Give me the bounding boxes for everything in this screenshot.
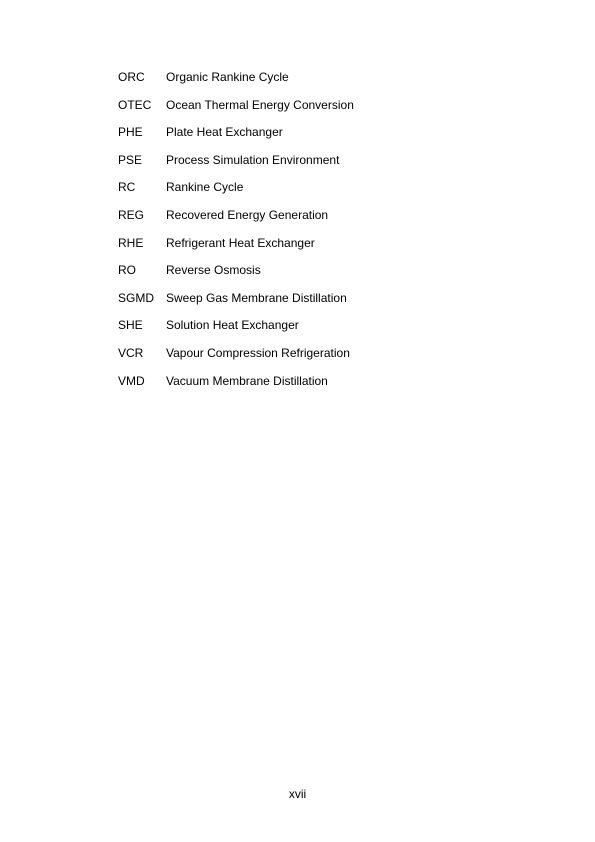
abbreviation-term: VMD	[118, 373, 145, 388]
abbreviation-row	[118, 373, 354, 401]
abbreviation-row	[118, 235, 354, 263]
abbreviation-term: RHE	[118, 235, 144, 250]
abbreviation-definition: Ocean Thermal Energy Conversion	[166, 97, 354, 112]
abbreviation-row	[118, 262, 354, 290]
abbreviation-term: RC	[118, 180, 136, 195]
abbreviation-term: OTEC	[118, 97, 152, 112]
abbreviation-term: SGMD	[118, 290, 154, 305]
abbreviation-term: PHE	[118, 125, 143, 140]
abbreviation-definition: Rankine Cycle	[166, 180, 244, 195]
abbreviation-row	[118, 152, 354, 180]
abbreviation-row	[118, 207, 354, 235]
abbreviation-row	[118, 97, 354, 125]
abbreviation-definition: Solution Heat Exchanger	[166, 318, 299, 333]
abbreviation-term: ORC	[118, 70, 145, 84]
abbreviation-term: REG	[118, 207, 145, 222]
abbreviation-row	[118, 290, 354, 318]
abbreviation-list	[118, 69, 354, 400]
abbreviation-row	[118, 124, 354, 152]
abbreviation-row	[118, 69, 354, 97]
abbreviation-term: SHE	[118, 318, 143, 333]
abbreviation-definition: Organic Rankine Cycle	[166, 70, 289, 84]
abbreviation-definition: Vacuum Membrane Distillation	[166, 373, 328, 388]
abbreviation-row	[118, 345, 354, 373]
page-number: xvii	[288, 787, 307, 801]
abbreviation-row	[118, 179, 354, 207]
abbreviation-definition: Recovered Energy Generation	[166, 207, 329, 222]
abbreviation-definition: Reverse Osmosis	[166, 263, 261, 278]
abbreviation-term: VCR	[118, 345, 144, 360]
abbreviation-definition: Process Simulation Environment	[166, 152, 340, 167]
abbreviation-term: PSE	[118, 152, 143, 167]
abbreviation-row	[118, 317, 354, 345]
abbreviation-definition: Sweep Gas Membrane Distillation	[166, 290, 347, 305]
abbreviation-definition: Refrigerant Heat Exchanger	[166, 235, 315, 250]
abbreviation-definition: Plate Heat Exchanger	[166, 125, 283, 140]
abbreviation-term: RO	[118, 263, 136, 278]
abbreviation-definition: Vapour Compression Refrigeration	[166, 345, 350, 360]
